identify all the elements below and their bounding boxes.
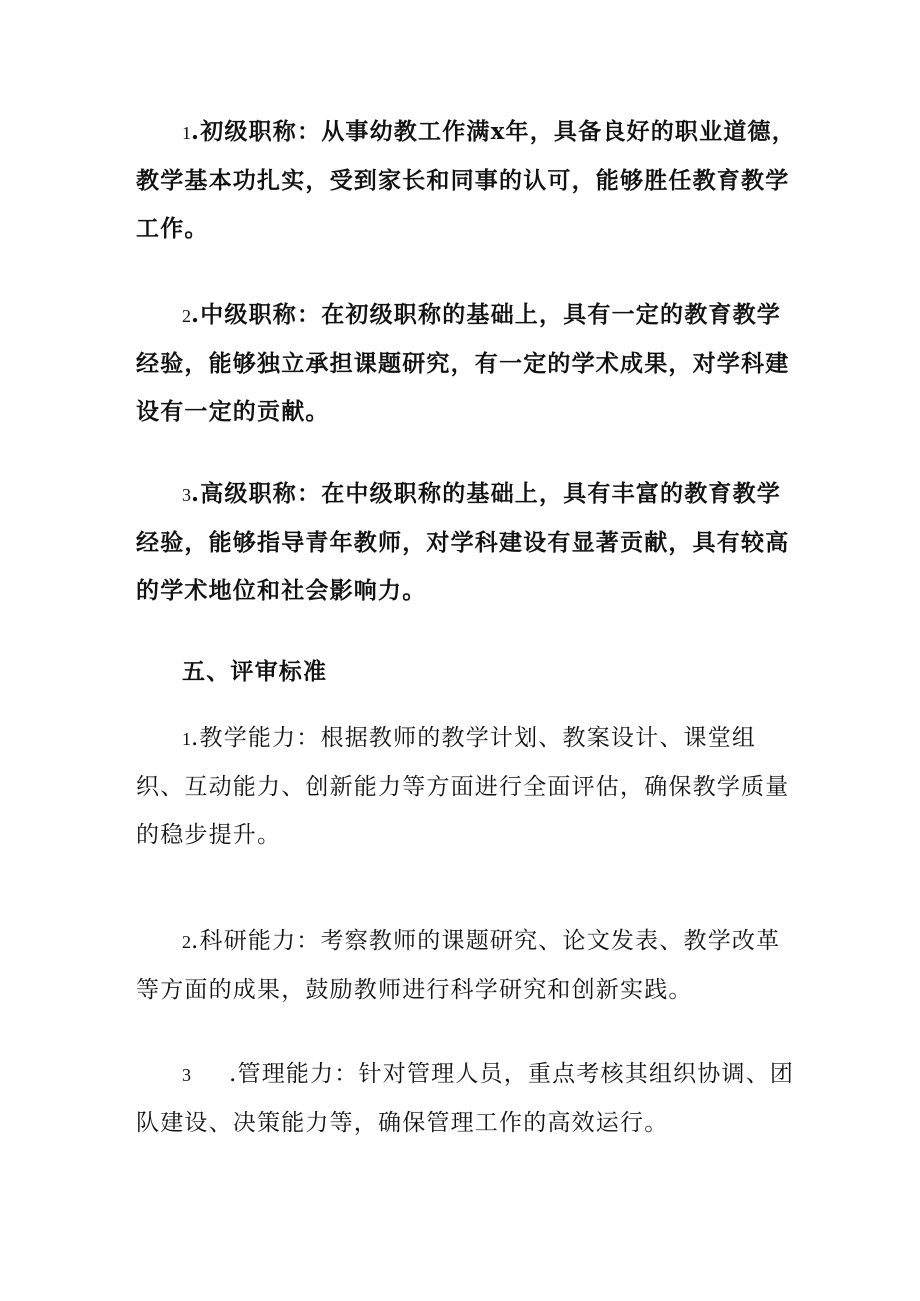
paragraph-text: .科研能力：考察教师的课题研究、论文发表、教学改革等方面的成果，鼓励教师进行科学研究和创新实践。 — [136, 928, 781, 1003]
paragraph-text: .高级职称：在中级职称的基础上，具有丰富的教育教学经验，能够指导青年教师，对学科建设有显著贡献，具有较高的学术地位和社会影响力。 — [136, 480, 790, 604]
paragraph-text: .中级职称：在初级职称的基础上，具有一定的教育教学经验，能够独立承担课题研究，有一定的学术成果，对学科建设有一定的贡献。 — [136, 301, 790, 425]
section-heading-review-criteria: 五、评审标准 — [182, 658, 328, 685]
item-number: 3 — [182, 1065, 191, 1085]
item-number: 2 — [182, 932, 191, 952]
paragraph-management-ability — [136, 1050, 796, 1147]
paragraph-text: .初级职称：从事幼教工作满x年，具备良好的职业道德，教学基本功扎实，受到家长和同事的认可，能够胜任教育教学工作。 — [136, 118, 796, 242]
paragraph-junior-title — [136, 108, 796, 253]
paragraph-research-ability — [136, 917, 796, 1014]
item-number: 1 — [182, 123, 191, 143]
paragraph-teaching-ability — [136, 714, 796, 859]
item-number: 1 — [182, 729, 191, 749]
item-number: 3 — [182, 485, 191, 505]
paragraph-text: .管理能力：针对管理人员，重点考核其组织协调、团队建设、决策能力等，确保管理工作的高效运行。 — [136, 1061, 795, 1136]
paragraph-intermediate-title — [136, 291, 796, 436]
paragraph-senior-title — [136, 470, 796, 615]
item-number: 2 — [182, 306, 191, 326]
paragraph-text: .教学能力：根据教师的教学计划、教案设计、课堂组织、互动能力、创新能力等方面进行全面评估，确保教学质量的稳步提升。 — [136, 725, 790, 848]
